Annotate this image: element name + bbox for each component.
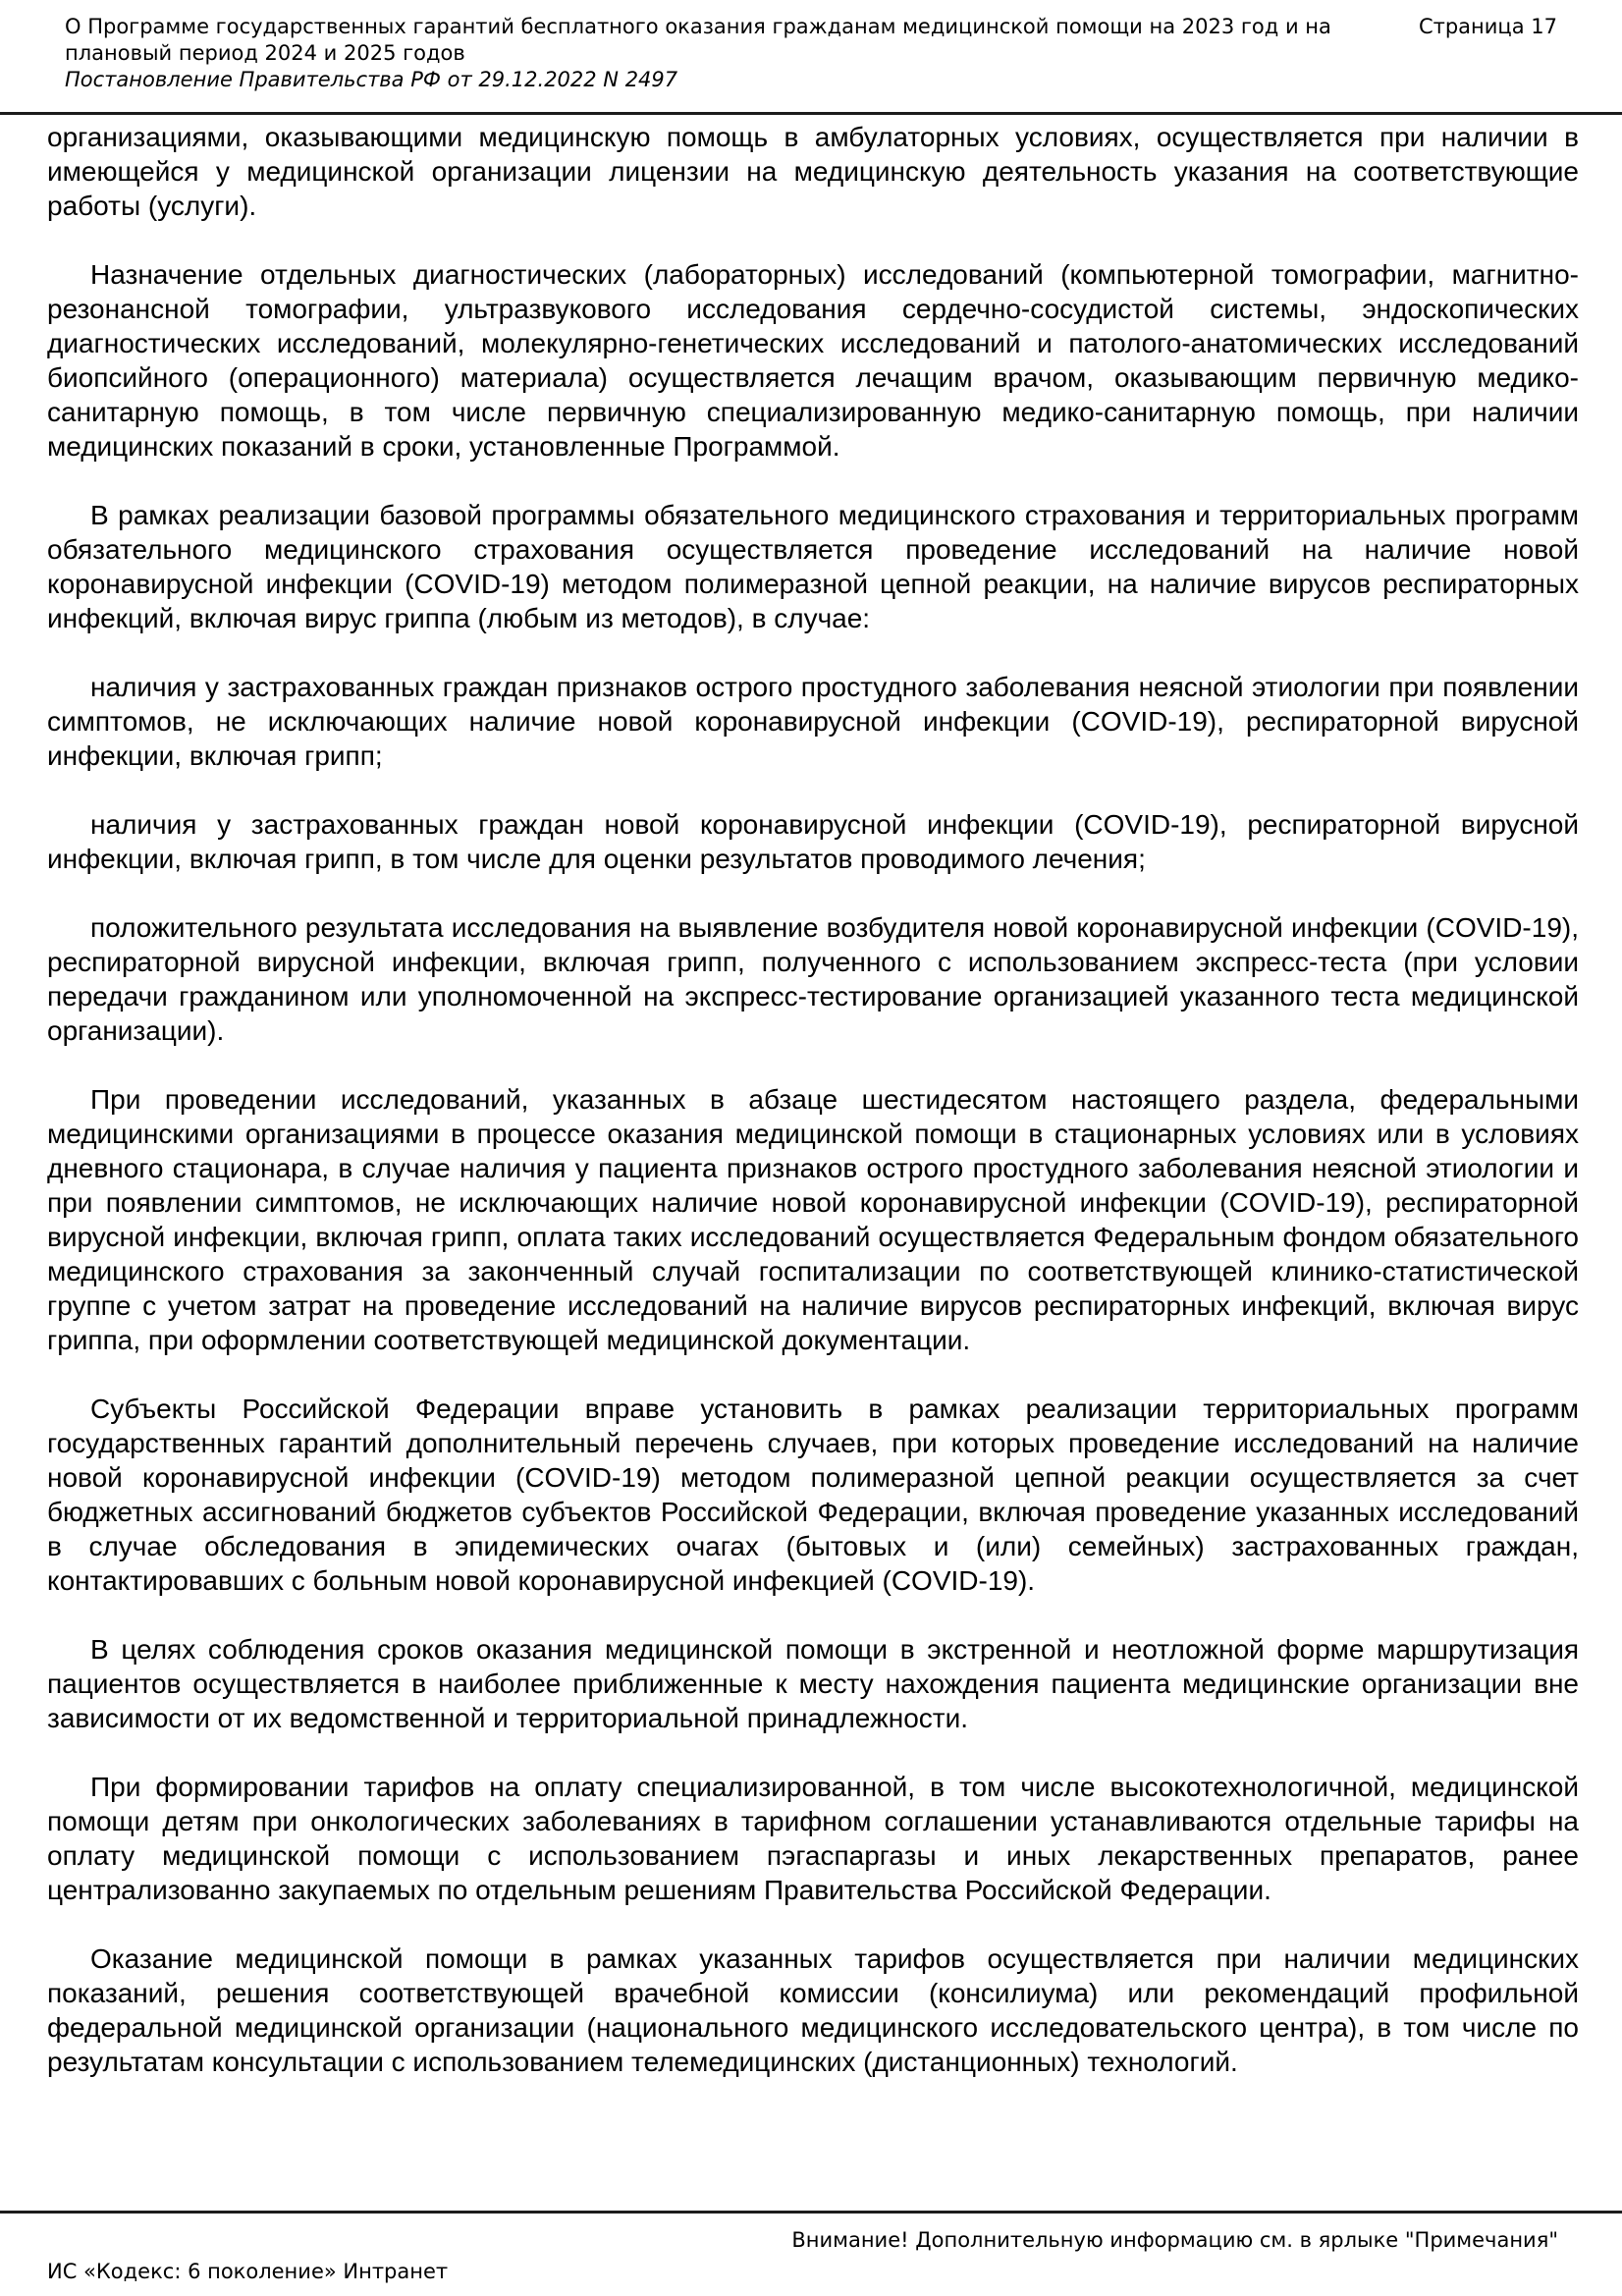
footer-notice: Внимание! Дополнительную информацию см. в ярлыке "Примечания" bbox=[791, 2228, 1558, 2252]
document-header bbox=[65, 14, 1557, 93]
page-number-label: Страница 17 bbox=[1418, 15, 1557, 38]
footer-divider bbox=[0, 2211, 1622, 2214]
paragraph: положительного результата исследования на выявление возбудителя новой коронавирусной инфекции (COVID-19), респираторной вирусной инфекции, включая грипп, полученного с использованием экспресс-теста (при условии передачи гражданином или уполномоченной на экспресс-тестирование организацией указанного теста медицинской организации). bbox=[47, 912, 1579, 1046]
footer-source-label: ИС «Кодекс: 6 поколение» Интранет bbox=[47, 2260, 449, 2283]
paragraph: наличия у застрахованных граждан новой коронавирусной инфекции (COVID-19), респираторной вирусной инфекции, включая грипп, в том числе для оценки результатов проводимого лечения; bbox=[47, 809, 1579, 874]
paragraph: Субъекты Российской Федерации вправе установить в рамках реализации территориальных программ государственных гарантий дополнительный перечень случаев, при которых проведение исследований на наличие новой коронавирусной инфекции (COVID-19) методом полимеразной цепной реакции осуществляется за счет бюджетных ассигнований бюджетов субъектов Российской Федерации, включая проведение указанных исследований в случае обследования в эпидемических очагах (бытовых и (или) семейных) застрахованных граждан, контактировавших с больным новой коронавирусной инфекцией (COVID-19). bbox=[47, 1394, 1579, 1596]
paragraph: При проведении исследований, указанных в абзаце шестидесятом настоящего раздела, федеральными медицинскими организациями в процессе оказания медицинской помощи в стационарных условиях или в условиях дневного стационара, в случае наличия у пациента признаков острого простудного заболевания неясной этиологии и при появлении симптомов, не исключающих наличие новой коронавирусной инфекции (COVID-19), респираторной вирусной инфекции, включая грипп, оплата таких исследований осуществляется Федеральным фондом обязательного медицинского страхования за законченный случай госпитализации по соответствующей клинико-статистической группе с учетом затрат на проведение исследований на наличие вирусов респираторных инфекций, включая вирус гриппа, при оформлении соответствующей медицинской документации. bbox=[47, 1084, 1579, 1355]
paragraph: В рамках реализации базовой программы обязательного медицинского страхования и территориальных программ обязательного медицинского страхования осуществляется проведение исследований на наличие новой коронавирусной инфекции (COVID-19) методом полимеразной цепной реакции, на наличие вирусов респираторных инфекций, включая вирус гриппа (любым из методов), в случае: bbox=[47, 500, 1579, 633]
document-title: О Программе государственных гарантий бесплатного оказания гражданам медицинской помощи на 2023 год и на плановый период 2024 и 2025 годов bbox=[65, 15, 1331, 65]
paragraph: Оказание медицинской помощи в рамках указанных тарифов осуществляется при наличии медицинских показаний, решения соответствующей врачебной комиссии (консилиума) или рекомендаций профильной федеральной медицинской организации (национального медицинского исследовательского центра), в том числе по результатам консультации с использованием телемедицинских (дистанционных) технологий. bbox=[47, 1943, 1579, 2077]
paragraph: В целях соблюдения сроков оказания медицинской помощи в экстренной и неотложной форме маршрутизация пациентов осуществляется в наиболее приближенные к месту нахождения пациента медицинские организации вне зависимости от их ведомственной и территориальной принадлежности. bbox=[47, 1634, 1579, 1733]
paragraph: организациями, оказывающими медицинскую помощь в амбулаторных условиях, осуществляется при наличии в имеющейся у медицинской организации лицензии на медицинскую деятельность указания на соответствующие работы (услуги). bbox=[47, 122, 1579, 221]
paragraph: Назначение отдельных диагностических (лабораторных) исследований (компьютерной томографии, магнитно-резонансной томографии, ультразвукового исследования сердечно-сосудистой системы, эндоскопических диагностических исследований, молекулярно-генетических исследований и патолого-анатомических исследований биопсийного (операционного) материала) осуществляется лечащим врачом, оказывающим первичную медико-санитарную помощь, в том числе первичную специализированную медико-санитарную помощь, при наличии медицинских показаний в сроки, установленные Программой. bbox=[47, 259, 1579, 462]
document-body bbox=[47, 120, 1579, 2079]
paragraph: При формировании тарифов на оплату специализированной, в том числе высокотехнологичной, медицинской помощи детям при онкологических заболеваниях в тарифном соглашении устанавливаются отдельные тарифы на оплату медицинской помощи с использованием пэгаспаргазы и иных лекарственных препаратов, ранее централизованно закупаемых по отдельным решениям Правительства Российской Федерации. bbox=[47, 1772, 1579, 1905]
header-divider bbox=[0, 112, 1622, 115]
document-subtitle: Постановление Правительства РФ от 29.12.2022 N 2497 bbox=[65, 68, 678, 91]
paragraph: наличия у застрахованных граждан признаков острого простудного заболевания неясной этиологии при появлении симптомов, не исключающих наличие новой коронавирусной инфекции (COVID-19), респираторной вирусной инфекции, включая грипп; bbox=[47, 672, 1579, 771]
